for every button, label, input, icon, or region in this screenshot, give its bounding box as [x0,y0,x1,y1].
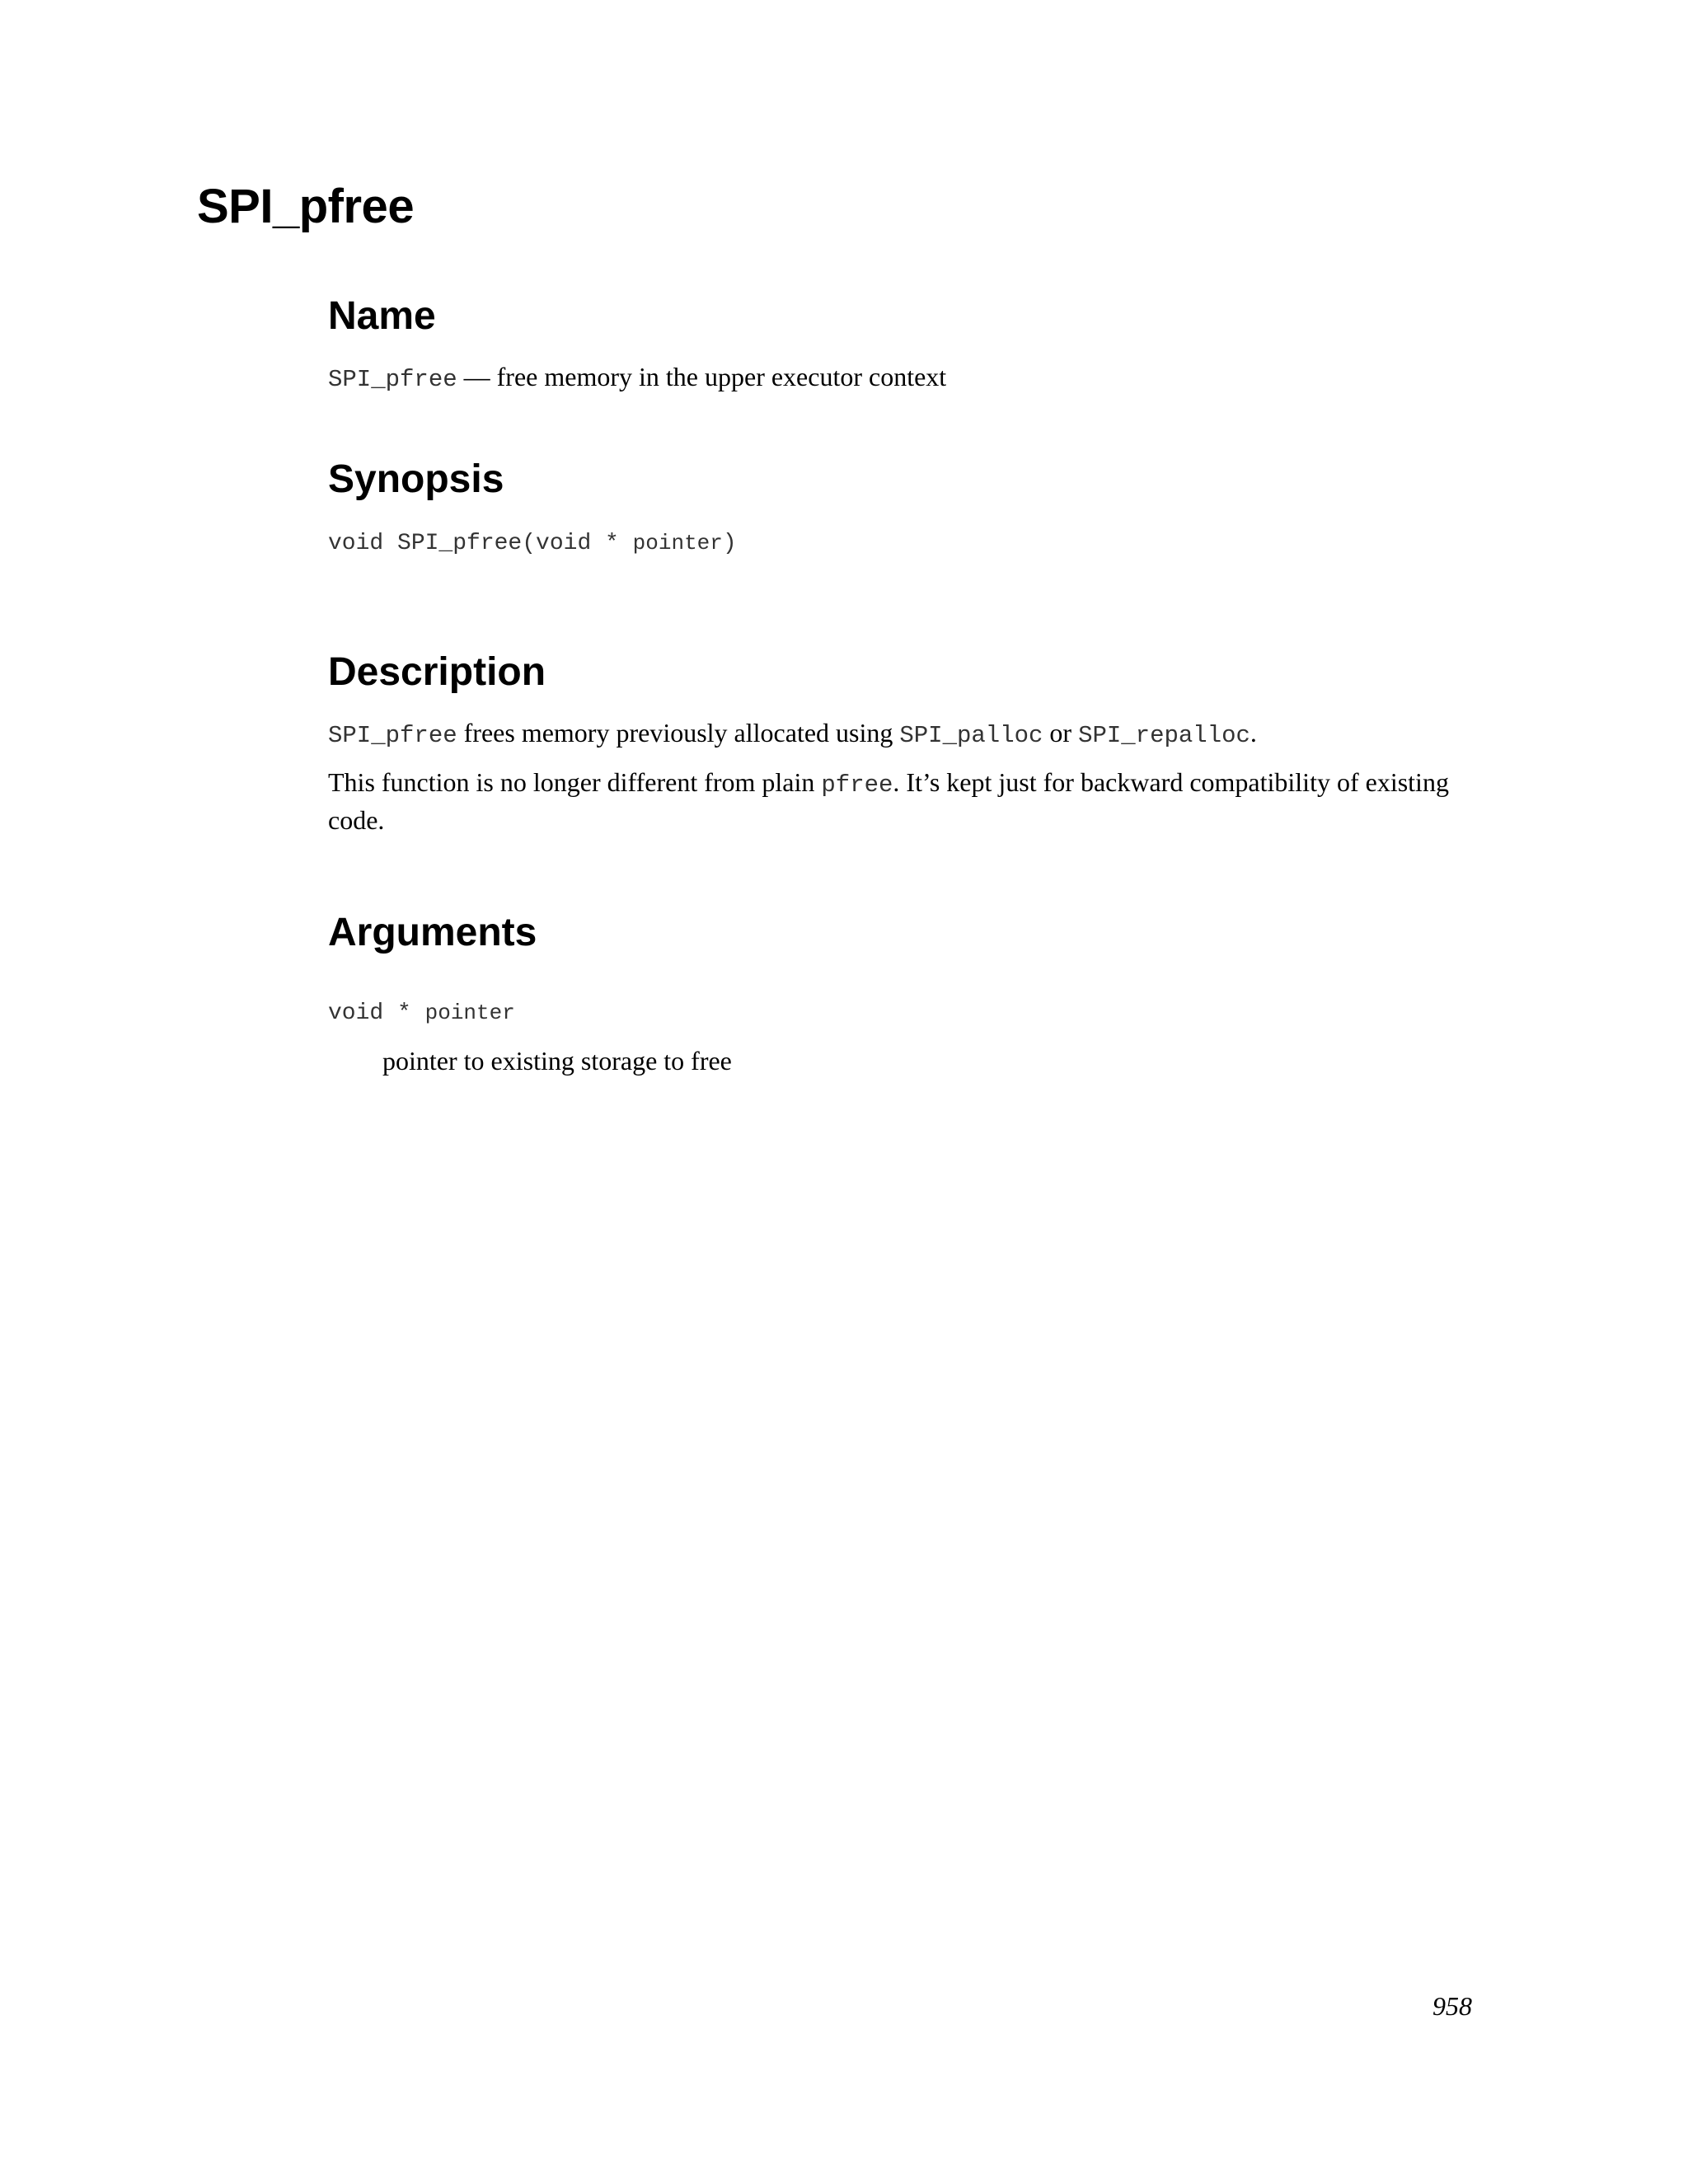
code-spi-pfree: SPI_pfree [328,722,457,749]
description-heading: Description [328,650,546,694]
synopsis-heading: Synopsis [328,457,504,501]
argument-type: void * [328,1001,425,1026]
description-text: . [1250,718,1257,748]
code-spi-palloc: SPI_palloc [899,722,1043,749]
code-spi-repalloc: SPI_repalloc [1078,722,1250,749]
description-text: This function is no longer different from plain [328,767,822,797]
argument-description: pointer to existing storage to free [382,1046,732,1076]
signature-param: pointer [632,531,723,555]
description-text: . It’s kept just for backward compatibility of existing code. [328,767,1449,835]
description-text: or [1043,718,1079,748]
function-summary: — free memory in the upper executor context [463,362,947,391]
argument-term [328,1001,515,1026]
page-number: 958 [1432,1991,1472,2021]
name-heading: Name [328,294,436,338]
function-name: SPI_pfree [328,366,457,393]
synopsis-signature [328,531,737,556]
description-paragraph-1 [328,715,1482,753]
signature-prefix: void SPI_pfree(void * [328,531,633,556]
arguments-heading: Arguments [328,911,537,954]
code-pfree: pfree [821,771,893,799]
page-title: SPI_pfree [197,180,415,233]
name-line [328,359,1482,397]
signature-suffix: ) [722,531,737,556]
description-text: frees memory previously allocated using [457,718,900,748]
description-paragraph-2 [328,765,1482,837]
argument-name: pointer [424,1001,515,1025]
